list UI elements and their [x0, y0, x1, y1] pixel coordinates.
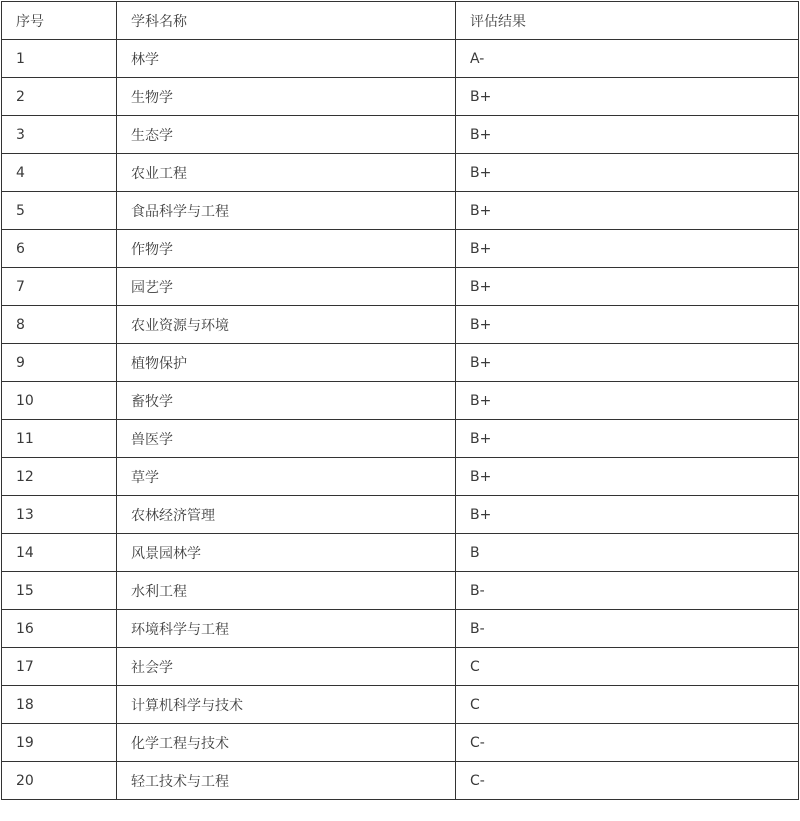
cell-index: 5 — [2, 192, 117, 230]
header-subject: 学科名称 — [117, 2, 456, 40]
table-row — [2, 420, 799, 458]
cell-index: 17 — [2, 648, 117, 686]
cell-result: A- — [456, 40, 799, 78]
cell-result: B+ — [456, 192, 799, 230]
cell-index: 7 — [2, 268, 117, 306]
table-row — [2, 192, 799, 230]
table-row — [2, 40, 799, 78]
table-row — [2, 496, 799, 534]
cell-subject: 农林经济管理 — [117, 496, 456, 534]
cell-index: 11 — [2, 420, 117, 458]
cell-index: 18 — [2, 686, 117, 724]
table-row — [2, 344, 799, 382]
cell-subject: 轻工技术与工程 — [117, 762, 456, 800]
cell-subject: 环境科学与工程 — [117, 610, 456, 648]
cell-index: 1 — [2, 40, 117, 78]
cell-index: 13 — [2, 496, 117, 534]
cell-index: 15 — [2, 572, 117, 610]
cell-index: 2 — [2, 78, 117, 116]
cell-subject: 计算机科学与技术 — [117, 686, 456, 724]
cell-index: 9 — [2, 344, 117, 382]
table-row — [2, 610, 799, 648]
table-header — [2, 2, 799, 40]
cell-subject: 兽医学 — [117, 420, 456, 458]
subject-evaluation-table — [1, 1, 799, 800]
cell-result: B+ — [456, 344, 799, 382]
cell-result: B- — [456, 610, 799, 648]
table-row — [2, 762, 799, 800]
cell-subject: 化学工程与技术 — [117, 724, 456, 762]
cell-result: B+ — [456, 458, 799, 496]
cell-result: C — [456, 648, 799, 686]
cell-result: B- — [456, 572, 799, 610]
cell-index: 6 — [2, 230, 117, 268]
cell-result: C- — [456, 762, 799, 800]
table-row — [2, 724, 799, 762]
table-row — [2, 648, 799, 686]
table-row — [2, 230, 799, 268]
table-row — [2, 154, 799, 192]
cell-index: 16 — [2, 610, 117, 648]
cell-result: B+ — [456, 420, 799, 458]
cell-index: 20 — [2, 762, 117, 800]
table-row — [2, 382, 799, 420]
table-row — [2, 306, 799, 344]
table-row — [2, 116, 799, 154]
header-row — [2, 2, 799, 40]
cell-result: B+ — [456, 268, 799, 306]
table-row — [2, 78, 799, 116]
cell-subject: 作物学 — [117, 230, 456, 268]
cell-subject: 草学 — [117, 458, 456, 496]
table-row — [2, 458, 799, 496]
cell-index: 8 — [2, 306, 117, 344]
table-row — [2, 686, 799, 724]
cell-result: B+ — [456, 116, 799, 154]
cell-index: 12 — [2, 458, 117, 496]
cell-result: B+ — [456, 78, 799, 116]
table-row — [2, 572, 799, 610]
cell-subject: 农业资源与环境 — [117, 306, 456, 344]
cell-subject: 园艺学 — [117, 268, 456, 306]
header-result: 评估结果 — [456, 2, 799, 40]
cell-result: C- — [456, 724, 799, 762]
cell-subject: 风景园林学 — [117, 534, 456, 572]
cell-index: 19 — [2, 724, 117, 762]
cell-result: B+ — [456, 496, 799, 534]
cell-subject: 农业工程 — [117, 154, 456, 192]
cell-index: 14 — [2, 534, 117, 572]
cell-result: B+ — [456, 382, 799, 420]
cell-subject: 生物学 — [117, 78, 456, 116]
cell-subject: 食品科学与工程 — [117, 192, 456, 230]
cell-subject: 水利工程 — [117, 572, 456, 610]
cell-index: 3 — [2, 116, 117, 154]
table-row — [2, 268, 799, 306]
header-index: 序号 — [2, 2, 117, 40]
cell-result: B+ — [456, 230, 799, 268]
cell-subject: 生态学 — [117, 116, 456, 154]
cell-result: C — [456, 686, 799, 724]
cell-subject: 社会学 — [117, 648, 456, 686]
cell-result: B+ — [456, 154, 799, 192]
cell-result: B+ — [456, 306, 799, 344]
table-body — [2, 40, 799, 800]
cell-index: 10 — [2, 382, 117, 420]
cell-subject: 林学 — [117, 40, 456, 78]
cell-subject: 植物保护 — [117, 344, 456, 382]
cell-result: B — [456, 534, 799, 572]
cell-index: 4 — [2, 154, 117, 192]
table-row — [2, 534, 799, 572]
cell-subject: 畜牧学 — [117, 382, 456, 420]
